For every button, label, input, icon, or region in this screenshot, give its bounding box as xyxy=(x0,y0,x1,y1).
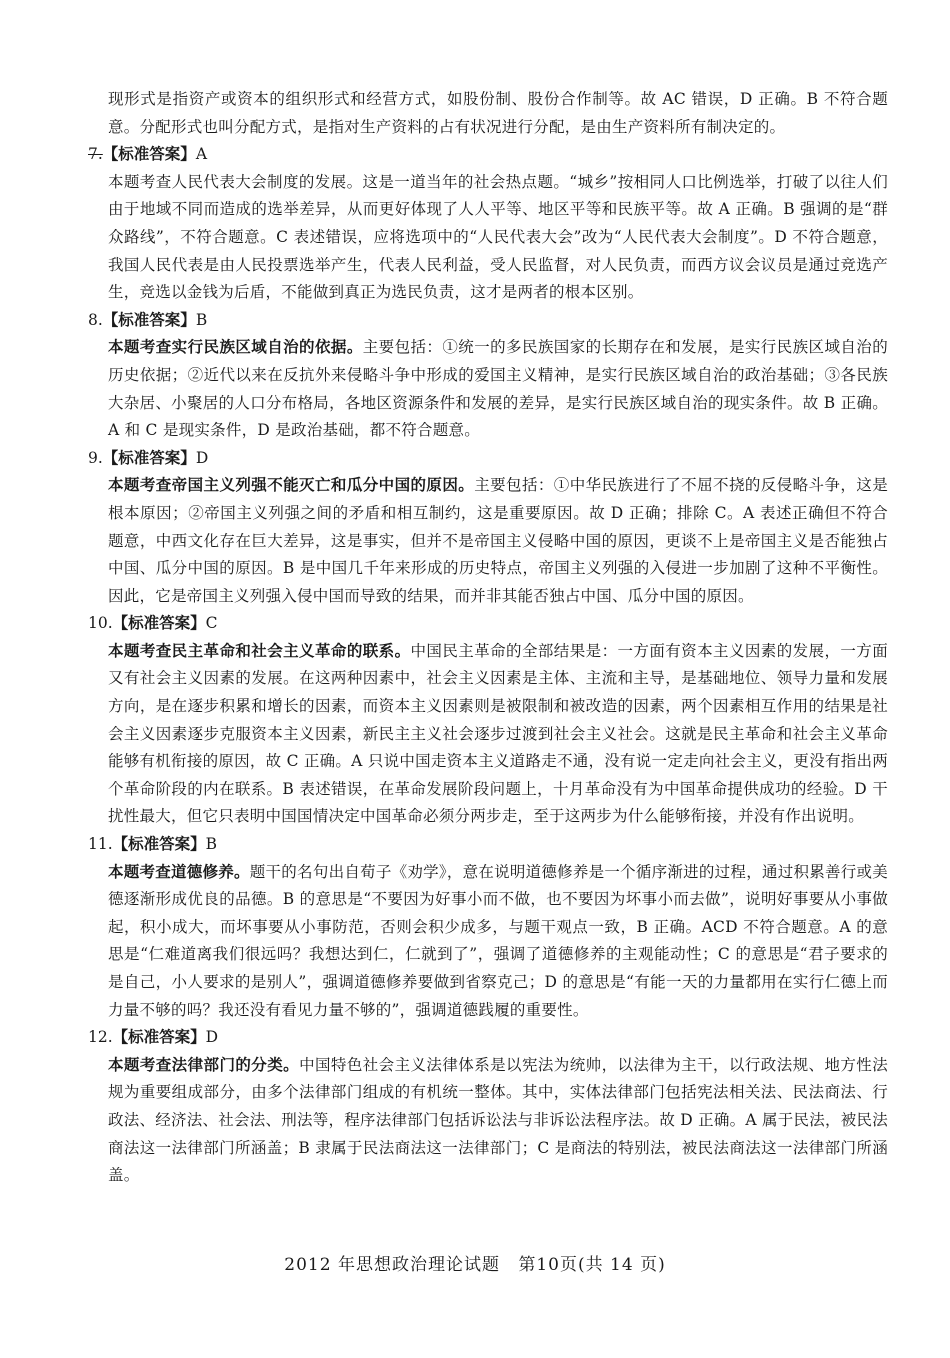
explanation xyxy=(88,638,888,831)
answer-header xyxy=(88,445,888,473)
item-number: 11. xyxy=(88,835,113,854)
explanation-text: 中国民主革命的全部结果是：一方面有资本主义因素的发展，一方面又有社会主义因素的发展。在这两种因素中，社会主义因素是主体、主流和主导，是基础地位、领导力量和发展方向，是在逐步积累和增长的因素，而资本主义因素则是被限制和被改造的因素，两个因素相互作用的结果是社会主义因素逐步克服资本主义因素，新民主主义社会逐步过渡到社会主义社会。这就是民主革命和社会主义革命能够有机衔接的原因，故 C 正确。A 只说中国走资本主义道路走不通，没有说一定走向社会主义，更没有指出两个革命阶段的内在联系。B 表述错误，在革命发展阶段问题上，十月革命没有为中国革命提供成功的经验。D 干扰性最大，但它只表明中国国情决定中国革命必须分两步走，至于这两步为什么能够衔接，并没有作出说明。 xyxy=(108,641,888,826)
explanation xyxy=(88,472,888,610)
answer-label: 【标准答案】 xyxy=(112,614,206,633)
explanation-lead: 本题考查帝国主义列强不能灭亡和瓜分中国的原因。 xyxy=(108,476,475,495)
answer-label: 【标准答案】 xyxy=(112,835,206,854)
explanation xyxy=(88,334,888,444)
answer-item-8 xyxy=(88,307,888,445)
answer-content xyxy=(88,86,888,1190)
footer-title: 2012 年思想政治理论试题 xyxy=(284,1255,500,1275)
explanation-text: 中国特色社会主义法律体系是以宪法为统帅，以法律为主干，以行政法规、地方性法规为重要组成部分，由多个法律部门组成的有机统一整体。其中，实体法律部门包括宪法相关法、民法商法、行政法、经济法、社会法、刑法等，程序法律部门包括诉讼法与非诉讼法程序法。故 D 正确。A 属于民法，被民法商法这一法律部门所涵盖；B 隶属于民法商法这一法律部门；C 是商法的特别法，被民法商法这一法律部门所涵盖。 xyxy=(108,1055,888,1185)
item-number: 12. xyxy=(88,1028,113,1047)
answer-item-7 xyxy=(88,141,888,307)
answer-header xyxy=(88,1024,888,1052)
item-number: 7. xyxy=(88,145,103,164)
answer-header xyxy=(88,307,888,335)
intro-paragraph: 现形式是指资产或资本的组织形式和经营方式，如股份制、股份合作制等。故 AC 错误，D 正确。B 不符合题意。分配形式也叫分配方式，是指对生产资料的占有状况进行分配，是由生产资料所有制决定的。 xyxy=(108,90,888,136)
explanation-text: 主要包括：①统一的多民族国家的长期存在和发展，是实行民族区域自治的历史依据；②近代以来在反抗外来侵略斗争中形成的爱国主义精神，是实行民族区域自治的政治基础；③各民族大杂居、小聚居的人口分布格局，各地区资源条件和发展的差异，是实行民族区域自治的现实条件。故 B 正确。A 和 C 是现实条件，D 是政治基础，都不符合题意。 xyxy=(108,338,888,440)
explanation-lead: 本题考查法律部门的分类。 xyxy=(108,1055,300,1074)
answer-label: 【标准答案】 xyxy=(102,145,196,164)
footer-page-number: 第10页(共 14 页) xyxy=(518,1255,666,1275)
answer-choice: C xyxy=(205,614,218,633)
answer-label: 【标准答案】 xyxy=(102,310,196,329)
answer-header xyxy=(88,141,888,169)
answer-item-11 xyxy=(88,831,888,1024)
answer-choice: B xyxy=(205,835,218,854)
answer-choice: D xyxy=(205,1028,219,1047)
answer-header xyxy=(88,831,888,859)
explanation-text: 题干的名句出自荀子《劝学》，意在说明道德修养是一个循序渐进的过程，通过积累善行或美德逐渐形成优良的品德。B 的意思是“不要因为好事小而不做，也不要因为坏事小而去做”，说明好事要从小事做起，积小成大，而坏事要从小事防范，否则会积少成多，与题干观点一致，B 正确。ACD 不符合题意。A 的意思是“仁难道离我们很远吗？我想达到仁，仁就到了”，强调了道德修养的主观能动性；C 的意思是“君子要求的是自己，小人要求的是别人”，强调道德修养要做到省察克己；D 的意思是“有能一天的力量都用在实行仁德上而力量不够的吗？我还没有看见力量不够的”，强调道德践履的重要性。 xyxy=(108,862,888,1019)
answer-item-9 xyxy=(88,445,888,611)
answer-label: 【标准答案】 xyxy=(102,448,196,467)
explanation-lead: 本题考查道德修养。 xyxy=(108,862,250,881)
explanation xyxy=(88,169,888,307)
explanation-text: 本题考查人民代表大会制度的发展。这是一道当年的社会热点题。“城乡”按相同人口比例选举，打破了以往人们由于地域不同而造成的选举差异，从而更好体现了人人平等、地区平等和民族平等。故 A 正确。B 强调的是“群众路线”，不符合题意。C 表述错误，应将选项中的“人民代表大会”改为“人民代表大会制度”。D 不符合题意，我国人民代表是由人民投票选举产生，代表人民利益，受人民监督，对人民负责，而西方议会议员是通过竞选产生，竞选以金钱为后盾，不能做到真正为选民负责，这才是两者的根本区别。 xyxy=(108,172,888,302)
item-number: 10. xyxy=(88,614,113,633)
explanation-text: 主要包括：①中华民族进行了不屈不挠的反侵略斗争，这是根本原因；②帝国主义列强之间的矛盾和相互制约，这是重要原因。故 D 正确；排除 C。A 表述正确但不符合题意，中西文化存在巨大差异，这是事实，但并不是帝国主义侵略中国的原因，更谈不上是帝国主义是否能独占中国、瓜分中国的原因。B 是中国几千年来形成的历史特点，帝国主义列强的入侵进一步加剧了这种不平衡性。因此，它是帝国主义列强入侵中国而导致的结果，而并非其能否独占中国、瓜分中国的原因。 xyxy=(108,476,888,605)
answer-item-12 xyxy=(88,1024,888,1190)
answer-choice: D xyxy=(195,448,209,467)
answer-label: 【标准答案】 xyxy=(112,1028,206,1047)
answer-item-10 xyxy=(88,610,888,831)
answer-header xyxy=(88,610,888,638)
page-footer xyxy=(0,1250,950,1275)
answer-choice: B xyxy=(195,310,208,329)
answer-choice: A xyxy=(195,145,208,164)
explanation xyxy=(88,859,888,1025)
explanation-lead: 本题考查实行民族区域自治的依据。 xyxy=(108,338,363,357)
item-number: 9. xyxy=(88,448,103,467)
explanation-lead: 本题考查民主革命和社会主义革命的联系。 xyxy=(108,641,411,660)
explanation xyxy=(88,1052,888,1190)
item-number: 8. xyxy=(88,310,103,329)
